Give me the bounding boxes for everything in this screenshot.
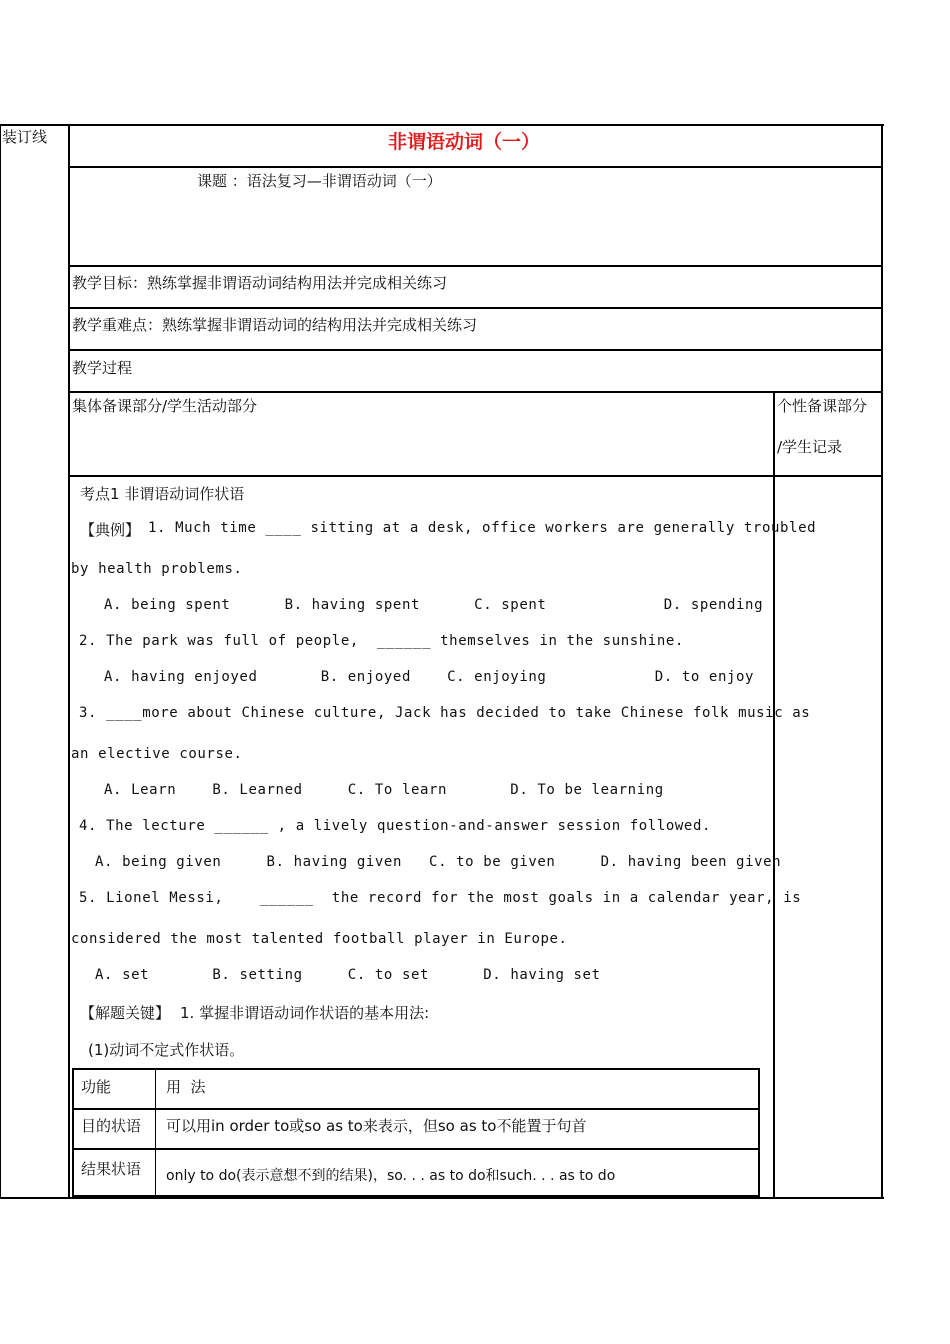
row-sep-4 <box>68 349 883 351</box>
table-sep-2 <box>72 1148 760 1150</box>
q5-line1: 5. Lionel Messi, ______ the record for the most goals in a calendar year, is <box>79 890 802 906</box>
frame-bottom <box>0 1197 884 1199</box>
q3-line2: an elective course. <box>71 746 243 762</box>
q3-line1: 3. ____more about Chinese culture, Jack has decided to take Chinese folk music as <box>79 705 811 721</box>
example-tag: 【典例】 <box>80 521 141 539</box>
table-header-function: 功能 <box>81 1078 112 1096</box>
row-sep-3 <box>68 307 883 309</box>
q2-options: A. having enjoyed B. enjoyed C. enjoying D. to enjoy <box>104 669 755 685</box>
q3-options: A. Learn B. Learned C. To learn D. To be learning <box>104 782 664 798</box>
q1-line2: by health problems. <box>71 561 243 577</box>
row-sep-5 <box>68 391 883 393</box>
q1-options: A. being spent B. having spent C. spent D. spending <box>104 597 764 613</box>
table-cell-result: 结果状语 <box>81 1160 142 1178</box>
row-sep-6 <box>68 475 883 477</box>
topic: 课题 ：语法复习—非谓语动词（一） <box>197 172 442 190</box>
right-column-header-1: 个性备课部分 <box>777 397 868 415</box>
left-column-header: 集体备课部分/学生活动部分 <box>72 397 258 415</box>
q2-line1: 2. The park was full of people, ______ themselves in the sunshine. <box>79 633 684 649</box>
column-divider <box>773 391 775 1199</box>
row-sep-2 <box>68 265 883 267</box>
section-heading: 考点1 非谓语动词作状语 <box>80 485 245 503</box>
frame-top <box>0 124 884 126</box>
frame-left <box>0 124 1 1199</box>
row-sep-1 <box>68 166 883 168</box>
frame-right <box>881 124 883 1199</box>
table-right <box>758 1068 760 1197</box>
content-left-border <box>68 124 70 1199</box>
right-column-header-2: /学生记录 <box>777 438 843 456</box>
table-cell-result-usage: only to do(表示意想不到的结果)，so. . . as to do和such. . . as to do <box>166 1168 616 1184</box>
q1-line1: 1. Much time ____ sitting at a desk, office workers are generally troubled <box>148 520 817 536</box>
table-col-sep <box>155 1068 156 1197</box>
binding-line-label: 装订线 <box>2 128 48 146</box>
key-points: 教学重难点：熟练掌握非谓语动词的结构用法并完成相关练习 <box>72 316 478 334</box>
q4-options: A. being given B. having given C. to be given D. having been given <box>95 854 782 870</box>
table-bottom <box>72 1195 760 1197</box>
table-cell-purpose-usage: 可以用in order to或so as to来表示，但so as to不能置于句首 <box>166 1117 587 1135</box>
teaching-process: 教学过程 <box>72 359 133 377</box>
key-tag: 【解题关键】 <box>80 1004 171 1022</box>
key-line2: (1)动词不定式作状语。 <box>88 1041 245 1059</box>
table-header-usage: 用 法 <box>166 1078 206 1096</box>
page-title: 非谓语动词（一） <box>388 131 541 153</box>
table-left <box>72 1068 74 1197</box>
q5-line2: considered the most talented football player in Europe. <box>71 931 568 947</box>
key-line1: 1. 掌握非谓语动词作状语的基本用法: <box>180 1004 430 1022</box>
table-top <box>72 1068 760 1070</box>
q4-line1: 4. The lecture ______ , a lively question-and-answer session followed. <box>79 818 712 834</box>
table-cell-purpose: 目的状语 <box>81 1117 142 1135</box>
q5-options: A. set B. setting C. to set D. having set <box>95 967 601 983</box>
table-sep-1 <box>72 1108 760 1110</box>
teaching-objective: 教学目标：熟练掌握非谓语动词结构用法并完成相关练习 <box>72 274 448 292</box>
